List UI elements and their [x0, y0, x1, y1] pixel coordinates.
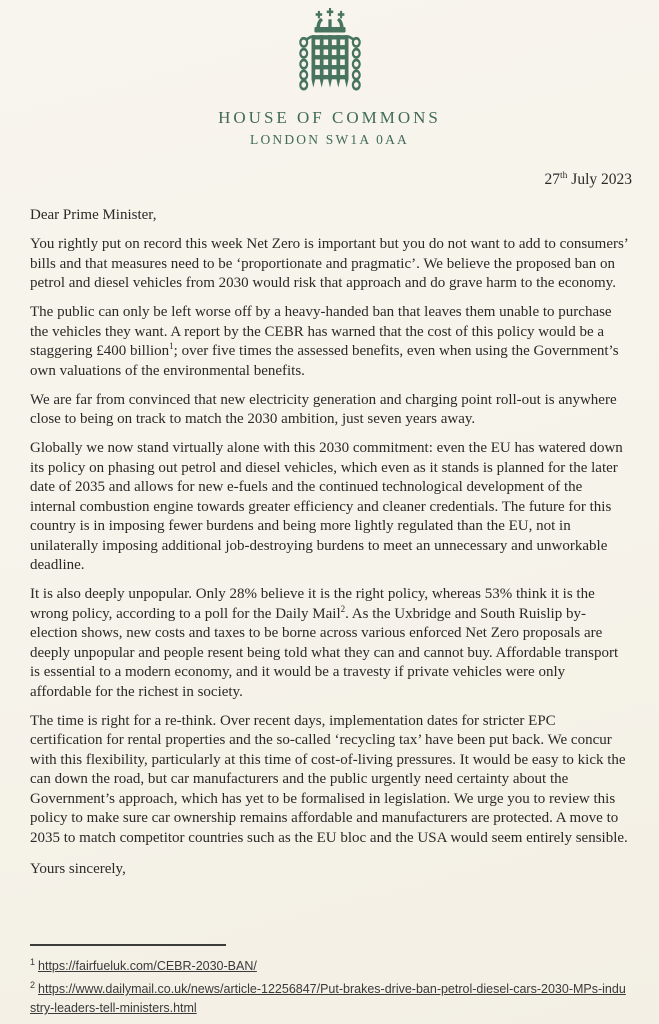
paragraph-2-text-cont: ; over five times the assessed benefits, even when using the Government’s own valuations of the environmental benefits. [30, 343, 619, 379]
paragraph-5-text: It is also deeply unpopular. Only 28% believe it is the right policy, whereas 53% think it is the wrong policy, according to a poll for the Daily Mail [30, 586, 595, 622]
footnotes-section [30, 944, 630, 1018]
footnote-2-link[interactable]: https://www.dailymail.co.uk/news/article-12256847/Put-brakes-drive-ban-petrol-diesel-cars-2030-MPs-industry-leaders-tell-ministers.html [30, 982, 626, 1016]
footnote-1 [30, 953, 630, 976]
paragraph-6 [30, 712, 630, 849]
paragraph-5-text-cont: . As the Uxbridge and South Ruislip by-election shows, new costs and taxes to be borne across various enforced Net Zero proposals are deeply unpopular and people resent being told what they can and cannot buy. Affordable transport is essential to a modern economy, and it would be a travesty if private vehicles were only affordable for the richest in society. [30, 605, 619, 700]
paragraph-5 [30, 585, 630, 702]
paragraph-3 [30, 391, 630, 430]
organization-name: HOUSE OF COMMONS [218, 108, 441, 127]
footnote-ref-1: 1 [169, 341, 174, 352]
date-month-year: July 2023 [567, 171, 632, 189]
paragraph-1 [30, 235, 630, 294]
date-day: 27 [544, 171, 561, 189]
footnote-ref-2: 2 [340, 603, 346, 614]
paragraph-1-text: You rightly put on record this week Net Zero is important but you do not want to add to consumers’ bills and that measures need to be ‘proportionate and pragmatic’. We believe the proposed ban on petrol and diesel vehicles from 2030 would risk that approach and do grave harm to the economy. [30, 236, 628, 292]
paragraph-2 [30, 303, 630, 381]
paragraph-4 [30, 439, 630, 576]
footnote-1-link[interactable]: https://fairfueluk.com/CEBR-2030-BAN/ [38, 959, 257, 974]
letterhead [0, 0, 659, 148]
date-ordinal-suffix: th [560, 171, 568, 181]
closing-valediction: Yours sincerely, [30, 861, 126, 878]
paragraph-2-text: The public can only be left worse off by a heavy-handed ban that leaves them unable to purchase the vehicles they want. A report by the CEBR has warned that the cost of this policy would be a staggering £400 billion [30, 304, 612, 360]
paragraph-6-text: The time is right for a re-think. Over recent days, implementation dates for stricter EPC certification for rental properties and the so-called ‘recycling tax’ have been put back. We concur with this flexibility, particularly at this time of cost-of-living pressures. It would be easy to kick the can down the road, but car manufacturers and the public urgently need certainty about the Government’s approach, which has yet to be formalised in legislation. We urge you to review this policy to make sure car ownership remains affordable and manufacturers are protected. A move to 2035 to match competitor countries such as the EU bloc and the USA would seem entirely sensible. [30, 712, 628, 846]
portcullis-crest-icon [293, 8, 367, 94]
paragraph-3-text: We are far from convinced that new electricity generation and charging point roll-out is anywhere close to being on track to match the 2030 ambition, just seven years away. [30, 391, 617, 428]
salutation: Dear Prime Minister, [30, 207, 157, 224]
footnote-2-marker: 2 [30, 980, 36, 991]
footnote-1-marker: 1 [30, 957, 36, 967]
organization-address: LONDON SW1A 0AA [250, 132, 409, 147]
letter-body [0, 206, 659, 880]
letter-date [0, 171, 659, 189]
footnote-2 [30, 976, 630, 1018]
footnote-separator [30, 944, 226, 946]
paragraph-4-text: Globally we now stand virtually alone with this 2030 commitment: even the EU has watered down its policy on phasing out petrol and diesel vehicles, which even as it stands is planned for the later date of 2035 and allows for new e-fuels and the continued technological development of the internal combustion engine towards greater efficiency and cleaner credentials. The future for this country is in imposing fewer burdens and being more lightly regulated than the EU, not in unilaterally imposing additional job-destroying burdens to meet an unnecessary and unworkable deadline. [30, 440, 623, 574]
